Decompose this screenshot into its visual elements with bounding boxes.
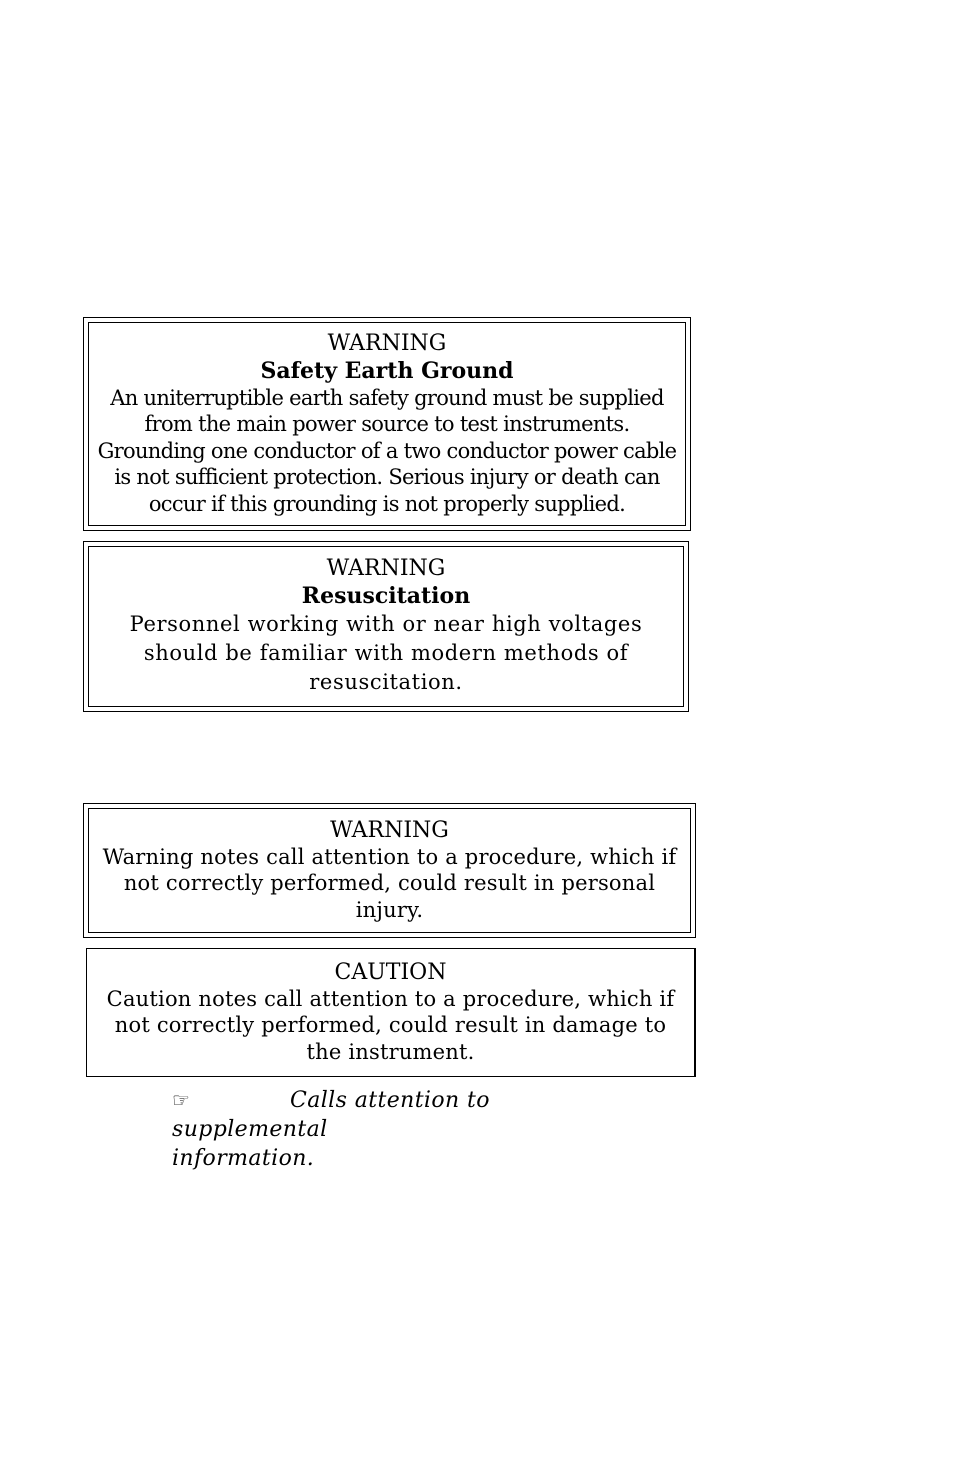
warning-body-line: An uniterruptible earth safety ground must be supplied xyxy=(110,385,664,410)
warning-label: WARNING xyxy=(330,817,449,843)
warning-label: WARNING xyxy=(326,556,446,581)
warning-body-line: should be familiar with modern methods of xyxy=(143,641,629,665)
warning-inner-frame xyxy=(88,808,691,933)
warning-resuscitation xyxy=(83,541,689,712)
caution-notes-legend xyxy=(86,948,696,1077)
warning-body xyxy=(130,610,643,697)
pointing-hand-icon: ☞ xyxy=(172,1088,191,1112)
warning-title: Resuscitation xyxy=(301,583,471,609)
info-note-text-continued: information. xyxy=(172,1146,315,1171)
warning-inner-frame xyxy=(88,546,684,707)
warning-title: Safety Earth Ground xyxy=(260,357,514,384)
caution-body-line: not correctly performed, could result in damage to xyxy=(114,1013,667,1038)
warning-body-line: occur if this grounding is not properly supplied. xyxy=(148,491,626,516)
warning-body-line: Grounding one conductor of a two conductor power cable xyxy=(97,438,677,463)
warning-body-line: Warning notes call attention to a procedure, which if xyxy=(102,844,677,869)
warning-notes-legend xyxy=(83,803,696,938)
caution-body xyxy=(107,986,675,1066)
warning-inner-frame xyxy=(88,322,686,526)
warning-body-line: Personnel working with or near high voltages xyxy=(129,612,643,636)
warning-body xyxy=(103,844,677,924)
caution-body-line: Caution notes call attention to a procedure, which if xyxy=(106,986,675,1011)
warning-body-line: is not sufficient protection. Serious injury or death can xyxy=(114,465,660,490)
warning-body-line: resuscitation. xyxy=(309,670,463,694)
info-note xyxy=(172,1086,652,1173)
warning-body-line: not correctly performed, could result in personal xyxy=(123,871,656,896)
info-note-text: Calls attention to supplemental xyxy=(172,1088,490,1142)
caution-body-line: the instrument. xyxy=(306,1039,475,1064)
warning-safety-earth-ground xyxy=(83,317,691,531)
info-note-line xyxy=(172,1086,652,1144)
warning-label: WARNING xyxy=(327,330,447,356)
warning-body-line: injury. xyxy=(355,897,424,922)
warning-body-line: from the main power source to test instruments. xyxy=(144,412,630,437)
warning-body xyxy=(98,385,677,518)
caution-label: CAUTION xyxy=(334,959,447,985)
